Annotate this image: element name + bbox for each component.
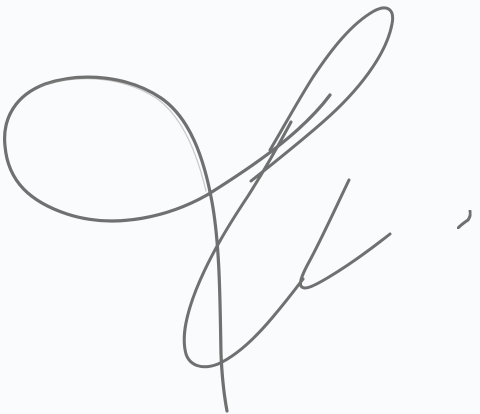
signature-stroke-small-hook [458,211,470,228]
signature-stroke-main-loop [5,77,330,411]
signature-stroke-right-vertical [300,180,390,288]
signature-stroke-faint-trace [40,79,206,191]
